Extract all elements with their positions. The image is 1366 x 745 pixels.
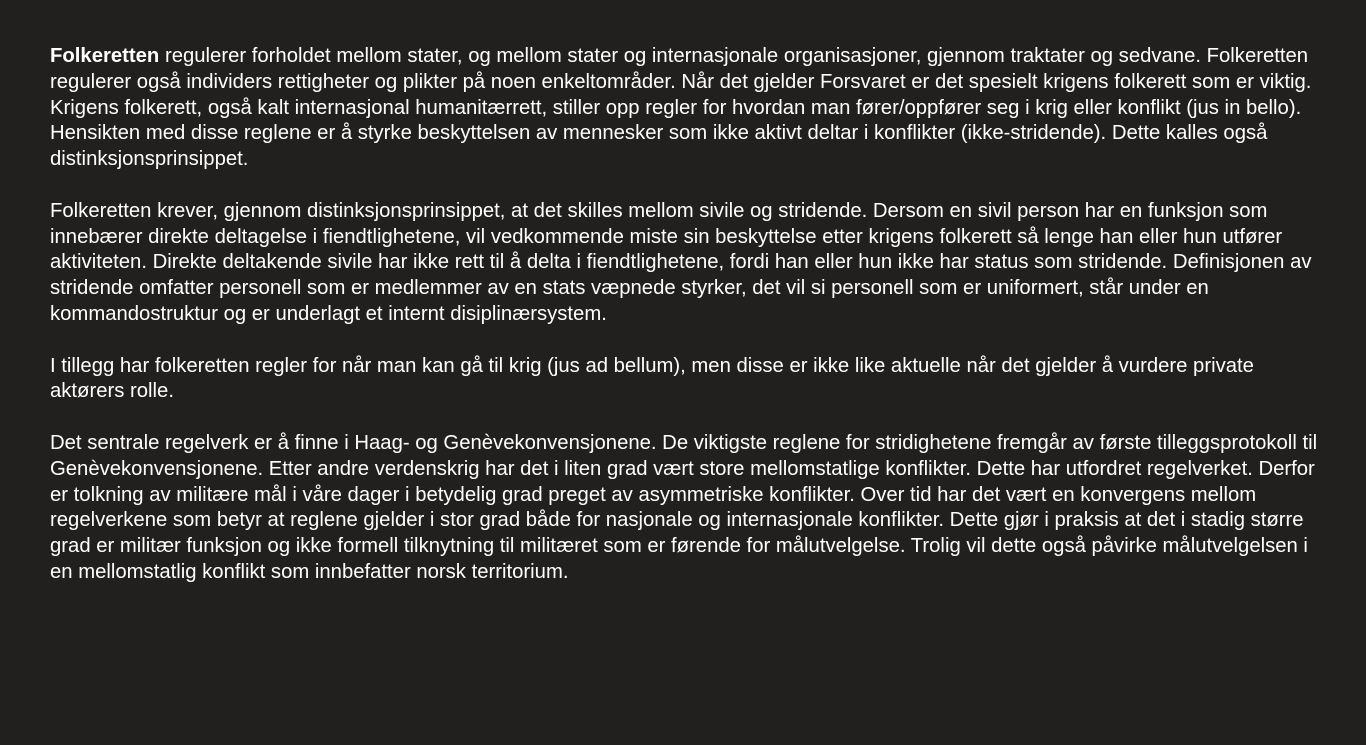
paragraph-intro (50, 44, 1322, 173)
article-body (50, 44, 1322, 586)
paragraph-intro-text: regulerer forholdet mellom stater, og mellom stater og internasjonale organisasjoner, gjennom traktater og sedvane. Folkeretten regulerer også individers rettigheter og plikter på noen enkeltområder. Når det gjelder Forsvaret er det spesielt krigens folkerett som er viktig. Krigens folkerett, også kalt internasjonal humanitærrett, stiller opp regler for hvordan man fører/oppfører seg i krig eller konflikt (jus in bello). Hensikten med disse reglene er å styrke beskyttelsen av mennesker som ikke aktivt deltar i konflikter (ikke-stridende). Dette kalles også distinksjonsprinsippet. (50, 45, 1312, 171)
paragraph-conventions: Det sentrale regelverk er å finne i Haag- og Genèvekonvensjonene. De viktigste reglene for stridighetene fremgår av første tilleggsprotokoll til Genèvekonvensjonene. Etter andre verdenskrig har det i liten grad vært store mellomstatlige konflikter. Dette har utfordret regelverket. Derfor er tolkning av militære mål i våre dager i betydelig grad preget av asymmetriske konflikter. Over tid har det vært en konvergens mellom regelverkene som betyr at reglene gjelder i stor grad både for nasjonale og internasjonale konflikter. Dette gjør i praksis at det i stadig større grad er militær funksjon og ikke formell tilknytning til militæret som er førende for målutvelgelse. Trolig vil dette også påvirke målutvelgelsen i en mellomstatlig konflikt som innbefatter norsk territorium. (50, 431, 1318, 583)
paragraph-distinction: Folkeretten krever, gjennom distinksjonsprinsippet, at det skilles mellom sivile og stridende. Dersom en sivil person har en funksjon som innebærer direkte deltagelse i fiendtlighetene, vil vedkommende miste sin beskyttelse etter krigens folkerett så lenge han eller hun utfører aktiviteten. Direkte deltakende sivile har ikke rett til å delta i fiendtlighetene, fordi han eller hun ikke har status som stridende. Definisjonen av stridende omfatter personell som er medlemmer av en stats væpnede styrker, det vil si personell som er uniformert, står under en kommandostruktur og er underlagt et internt disiplinærsystem. (50, 199, 1312, 325)
paragraph-jus-ad-bellum: I tillegg har folkeretten regler for når man kan gå til krig (jus ad bellum), men disse er ikke like aktuelle når det gjelder å vurdere private aktørers rolle. (50, 354, 1254, 403)
lead-term: Folkeretten (50, 45, 160, 67)
